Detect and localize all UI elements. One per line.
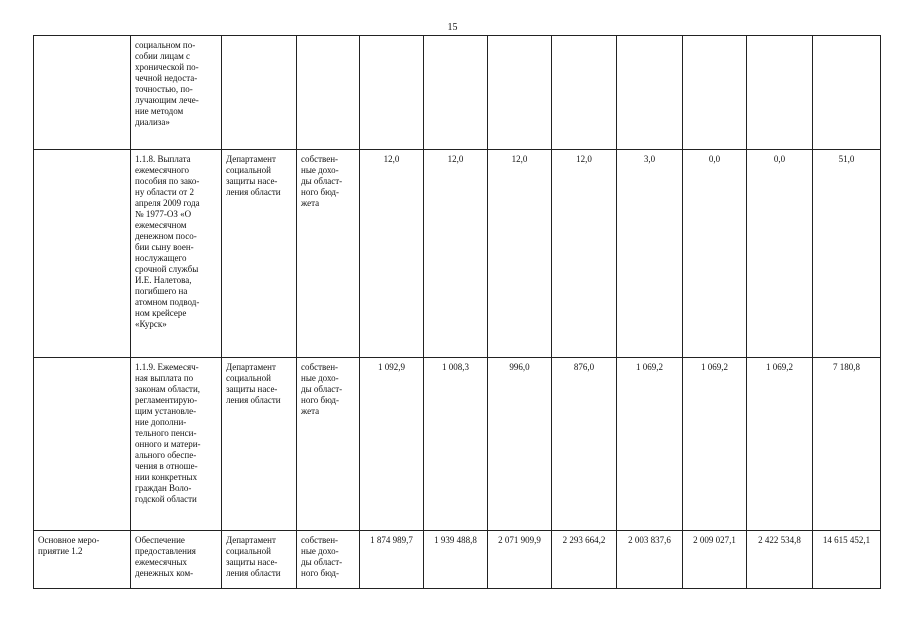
value-cell: 876,0	[552, 358, 617, 531]
source-cell	[297, 36, 360, 150]
value-cell: 1 069,2	[683, 358, 747, 531]
measure-text: 1.1.9. Ежемесяч- ная выплата по законам области, регламентирую- щим установле- ние дополни- тельного пенси- онного и матери- ального обеспе- чения в отноше- нии конкретных граждан Воло- годской области	[135, 362, 201, 504]
source-cell	[297, 358, 360, 531]
measure-cell	[131, 358, 222, 531]
value-cell: 1 069,2	[747, 358, 813, 531]
source-cell	[297, 531, 360, 589]
value-cell	[360, 36, 424, 150]
program-text: Основное меро- приятие 1.2	[38, 535, 100, 556]
source-text: собствен- ные дохо- ды област- ного бюд- жета	[301, 154, 343, 208]
value-cell: 1 874 989,7	[360, 531, 424, 589]
value-cell	[747, 36, 813, 150]
program-cell	[34, 36, 131, 150]
total-cell: 51,0	[813, 150, 881, 358]
measure-cell	[131, 531, 222, 589]
value-cell	[552, 36, 617, 150]
value-cell: 2 003 837,6	[617, 531, 683, 589]
table-row	[34, 531, 881, 589]
value-cell: 2 422 534,8	[747, 531, 813, 589]
source-text: собствен- ные дохо- ды област- ного бюд-	[301, 535, 343, 578]
value-cell: 12,0	[488, 150, 552, 358]
executor-cell	[222, 531, 297, 589]
value-cell: 1 092,9	[360, 358, 424, 531]
value-cell: 0,0	[747, 150, 813, 358]
total-cell: 14 615 452,1	[813, 531, 881, 589]
program-cell	[34, 531, 131, 589]
value-cell: 2 293 664,2	[552, 531, 617, 589]
measure-cell	[131, 150, 222, 358]
value-cell	[617, 36, 683, 150]
measure-text: социальном по- собии лицам с хронической по- чечной недоста- точностью, по- лучающим лече- ние методом диализа»	[135, 40, 199, 127]
value-cell	[488, 36, 552, 150]
source-cell	[297, 150, 360, 358]
value-cell: 1 069,2	[617, 358, 683, 531]
value-cell	[424, 36, 488, 150]
table-row	[34, 358, 881, 531]
program-cell	[34, 358, 131, 531]
table-row	[34, 150, 881, 358]
value-cell: 12,0	[552, 150, 617, 358]
source-text: собствен- ные дохо- ды област- ного бюд- жета	[301, 362, 343, 416]
measure-text: Обеспечение предоставления ежемесячных денежных ком-	[135, 535, 196, 578]
value-cell: 2 009 027,1	[683, 531, 747, 589]
measure-cell	[131, 36, 222, 150]
value-cell: 1 939 488,8	[424, 531, 488, 589]
measure-text: 1.1.8. Выплата ежемесячного пособия по зако- ну области от 2 апреля 2009 года № 1977-ОЗ «О ежемесячном денежном посо- бии сыну воен- нослужащего срочной службы И.Е. Налетова, погибшего на атомном подвод- ном крейсере «Курск»	[135, 154, 200, 329]
executor-text: Департамент социальной защиты насе- ления области	[226, 154, 281, 197]
program-cell	[34, 150, 131, 358]
value-cell: 2 071 909,9	[488, 531, 552, 589]
value-cell: 1 008,3	[424, 358, 488, 531]
executor-text: Департамент социальной защиты насе- ления области	[226, 362, 281, 405]
total-cell	[813, 36, 881, 150]
total-cell: 7 180,8	[813, 358, 881, 531]
value-cell: 12,0	[360, 150, 424, 358]
value-cell	[683, 36, 747, 150]
page-number: 15	[447, 22, 458, 33]
executor-cell	[222, 150, 297, 358]
value-cell: 12,0	[424, 150, 488, 358]
table-row	[34, 36, 881, 150]
value-cell: 3,0	[617, 150, 683, 358]
value-cell: 0,0	[683, 150, 747, 358]
executor-cell	[222, 36, 297, 150]
budget-table	[33, 35, 881, 589]
executor-text: Департамент социальной защиты насе- ления области	[226, 535, 281, 578]
value-cell: 996,0	[488, 358, 552, 531]
executor-cell	[222, 358, 297, 531]
